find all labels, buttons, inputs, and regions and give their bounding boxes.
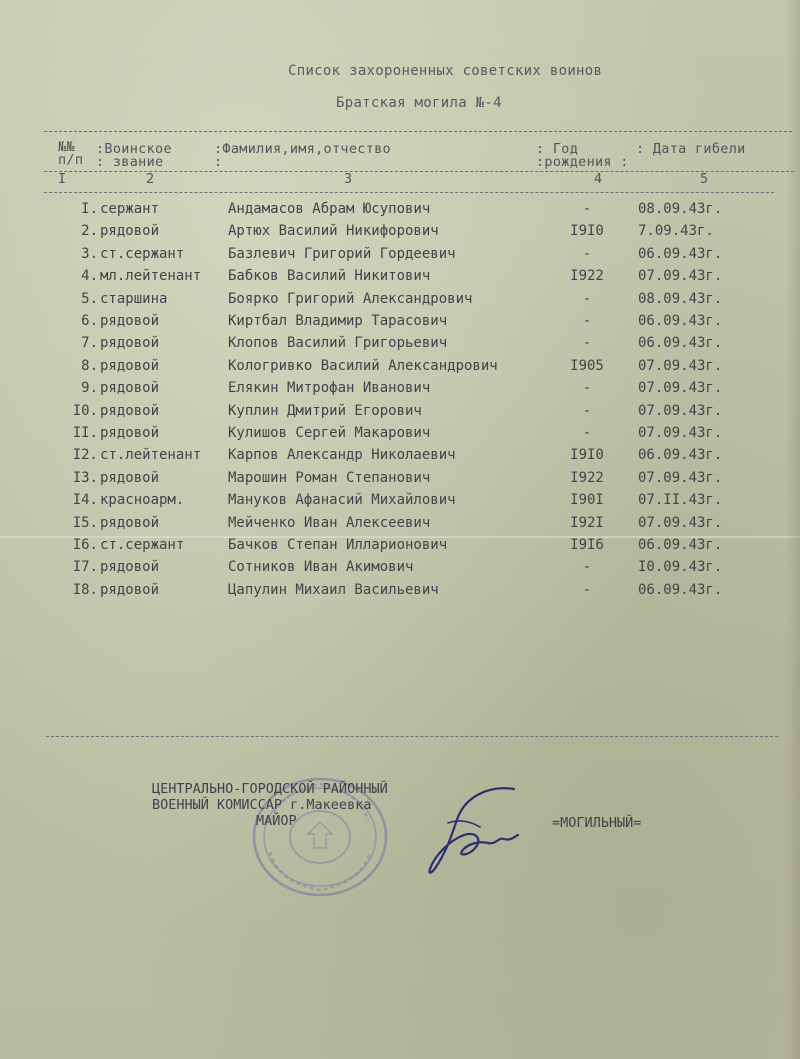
table-row bbox=[0, 291, 800, 313]
header-date bbox=[636, 143, 746, 156]
row-number: I7. bbox=[72, 559, 98, 576]
row-full-name: Базлевич Григорий Гордеевич bbox=[228, 245, 456, 262]
table-row bbox=[0, 335, 800, 357]
table-row bbox=[0, 559, 800, 581]
row-full-name: Марошин Роман Степанович bbox=[228, 469, 431, 486]
row-rank: рядовой bbox=[100, 313, 160, 329]
row-rank: рядовой bbox=[100, 559, 160, 576]
row-number: I8. bbox=[72, 581, 98, 598]
column-number-2: 2 bbox=[146, 171, 155, 187]
row-birth-year: - bbox=[582, 335, 592, 352]
row-birth-year: I905 bbox=[570, 357, 604, 374]
row-rank: рядовой bbox=[100, 380, 160, 397]
row-full-name: Куплин Дмитрий Егорович bbox=[228, 402, 422, 419]
row-birth-year: - bbox=[582, 380, 592, 397]
row-full-name: Артюх Василий Никифорович bbox=[228, 223, 439, 240]
row-death-date: 07.09.43г. bbox=[638, 357, 723, 374]
table-row bbox=[0, 515, 800, 537]
row-full-name: Бабков Василий Никитович bbox=[228, 268, 431, 285]
row-number: I6. bbox=[72, 537, 98, 553]
row-rank: ст.лейтенант bbox=[100, 447, 202, 464]
header-rule-mid bbox=[44, 171, 794, 172]
row-rank: рядовой bbox=[100, 402, 160, 419]
table-row bbox=[0, 492, 800, 514]
column-number-5: 5 bbox=[700, 171, 709, 187]
row-number: 6. bbox=[81, 313, 98, 329]
row-death-date: 06.09.43г. bbox=[638, 245, 723, 262]
row-birth-year: - bbox=[582, 425, 592, 441]
row-rank: рядовой bbox=[100, 581, 160, 598]
row-full-name: Сотников Иван Акимович bbox=[228, 559, 414, 576]
document-subtitle: Братская могила №-4 bbox=[336, 95, 502, 111]
row-full-name: Кологривко Василий Александрович bbox=[228, 357, 498, 374]
row-rank: старшина bbox=[100, 290, 168, 307]
row-full-name: Клопов Василий Григорьевич bbox=[228, 335, 448, 352]
table-row bbox=[0, 537, 800, 559]
header-num-line1: №№ bbox=[58, 139, 75, 155]
row-number: 8. bbox=[81, 357, 98, 374]
row-number: I3. bbox=[72, 469, 98, 486]
header-year bbox=[536, 143, 629, 169]
row-full-name: Мейченко Иван Алексеевич bbox=[228, 514, 431, 531]
row-number: 5. bbox=[81, 290, 98, 307]
header-name-line1: :Фамилия,имя,отчество bbox=[214, 141, 391, 157]
row-death-date: 08.09.43г. bbox=[638, 290, 723, 307]
row-death-date: 07.09.43г. bbox=[638, 425, 723, 441]
table-row bbox=[0, 425, 800, 447]
row-rank: красноарм. bbox=[100, 492, 185, 509]
row-rank: рядовой bbox=[100, 335, 160, 352]
table-row bbox=[0, 470, 800, 492]
row-death-date: 06.09.43г. bbox=[638, 537, 723, 553]
header-rank bbox=[96, 143, 172, 169]
header-num bbox=[58, 141, 83, 167]
row-number: 9. bbox=[81, 380, 98, 397]
commissariat-line1: ЦЕНТРАЛЬНО-ГОРОДСКОЙ РАЙОННЫЙ bbox=[152, 781, 388, 797]
row-birth-year: - bbox=[582, 402, 592, 419]
row-birth-year: - bbox=[582, 313, 592, 329]
table-row bbox=[0, 246, 800, 268]
header-year-line2: :рождения : bbox=[536, 154, 629, 170]
row-rank: рядовой bbox=[100, 223, 160, 240]
row-full-name: Боярко Григорий Александрович bbox=[228, 290, 473, 307]
row-full-name: Киртбал Владимир Тарасович bbox=[228, 313, 448, 329]
document-title: Список захороненных советских воинов bbox=[288, 63, 603, 79]
row-rank: ст.сержант bbox=[100, 537, 185, 553]
row-death-date: 08.09.43г. bbox=[638, 201, 723, 217]
header-date-line1: : Дата гибели bbox=[636, 141, 746, 157]
row-number: I4. bbox=[72, 492, 98, 509]
row-birth-year: I92I bbox=[570, 514, 604, 531]
header-year-line1: : Год bbox=[536, 141, 579, 157]
row-death-date: 07.09.43г. bbox=[638, 402, 723, 419]
header-rank-line1: :Воинское bbox=[96, 141, 172, 157]
row-full-name: Андамасов Абрам Юсупович bbox=[228, 201, 431, 217]
table-row bbox=[0, 380, 800, 402]
row-full-name: Елякин Митрофан Иванович bbox=[228, 380, 431, 397]
row-death-date: 06.09.43г. bbox=[638, 313, 723, 329]
table-row bbox=[0, 447, 800, 469]
row-death-date: 07.09.43г. bbox=[638, 380, 723, 397]
row-number: 2. bbox=[81, 223, 98, 240]
row-full-name: Карпов Александр Николаевич bbox=[228, 447, 456, 464]
table-row bbox=[0, 268, 800, 290]
row-number: I5. bbox=[72, 514, 98, 531]
row-birth-year: I90I bbox=[570, 492, 604, 509]
header-num-line2: п/п bbox=[58, 152, 84, 168]
row-birth-year: I9I0 bbox=[570, 223, 604, 240]
row-full-name: Цапулин Михаил Васильевич bbox=[228, 581, 439, 598]
row-number: II. bbox=[72, 425, 98, 441]
column-number-4: 4 bbox=[594, 171, 603, 187]
row-rank: мл.лейтенант bbox=[100, 268, 202, 285]
row-number: I0. bbox=[72, 402, 98, 419]
table-row bbox=[0, 582, 800, 604]
row-number: I. bbox=[81, 201, 98, 217]
row-birth-year: - bbox=[582, 581, 592, 598]
row-rank: сержант bbox=[100, 201, 160, 217]
row-number: 4. bbox=[81, 268, 98, 285]
column-number-3: 3 bbox=[344, 171, 353, 187]
handwritten-signature-icon bbox=[418, 783, 538, 879]
row-birth-year: - bbox=[582, 559, 592, 576]
rank-line: МАЙОР bbox=[256, 813, 297, 829]
header-rule-bottom bbox=[44, 192, 774, 193]
row-birth-year: - bbox=[582, 245, 592, 262]
table-row bbox=[0, 223, 800, 245]
row-birth-year: I9I6 bbox=[570, 537, 604, 553]
signature-block bbox=[152, 781, 388, 829]
row-birth-year: - bbox=[582, 201, 592, 217]
row-death-date: 06.09.43г. bbox=[638, 581, 723, 598]
row-full-name: Бачков Степан Илларионович bbox=[228, 537, 448, 553]
footer-rule bbox=[46, 736, 778, 737]
table-row bbox=[0, 358, 800, 380]
row-birth-year: - bbox=[582, 290, 592, 307]
header-rule-top bbox=[44, 131, 792, 132]
row-death-date: 06.09.43г. bbox=[638, 447, 723, 464]
row-number: 7. bbox=[81, 335, 98, 352]
row-death-date: 07.09.43г. bbox=[638, 514, 723, 531]
table-row bbox=[0, 313, 800, 335]
row-death-date: 07.II.43г. bbox=[638, 492, 723, 509]
row-death-date: 07.09.43г. bbox=[638, 268, 723, 285]
row-birth-year: I922 bbox=[570, 469, 604, 486]
row-death-date: 7.09.43г. bbox=[638, 223, 714, 240]
row-rank: рядовой bbox=[100, 469, 160, 486]
row-rank: ст.сержант bbox=[100, 245, 185, 262]
header-name bbox=[214, 143, 391, 169]
row-rank: рядовой bbox=[100, 425, 160, 441]
row-number: I2. bbox=[72, 447, 98, 464]
row-rank: рядовой bbox=[100, 514, 160, 531]
row-death-date: 07.09.43г. bbox=[638, 469, 723, 486]
commissariat-line2: ВОЕННЫЙ КОМИССАР г.Макеевка bbox=[152, 797, 372, 813]
table-row bbox=[0, 201, 800, 223]
table-row bbox=[0, 403, 800, 425]
row-number: 3. bbox=[81, 245, 98, 262]
signer-name: =МОГИЛЬНЫЙ= bbox=[552, 815, 642, 831]
column-number-1: I bbox=[58, 171, 67, 187]
row-full-name: Кулишов Сергей Макарович bbox=[228, 425, 431, 441]
row-full-name: Мануков Афанасий Михайлович bbox=[228, 492, 456, 509]
row-birth-year: I922 bbox=[570, 268, 604, 285]
row-rank: рядовой bbox=[100, 357, 160, 374]
row-death-date: 06.09.43г. bbox=[638, 335, 723, 352]
row-death-date: I0.09.43г. bbox=[638, 559, 723, 576]
row-birth-year: I9I0 bbox=[570, 447, 604, 464]
header-rank-line2: : звание bbox=[96, 154, 164, 170]
header-name-line2: : bbox=[214, 154, 223, 170]
